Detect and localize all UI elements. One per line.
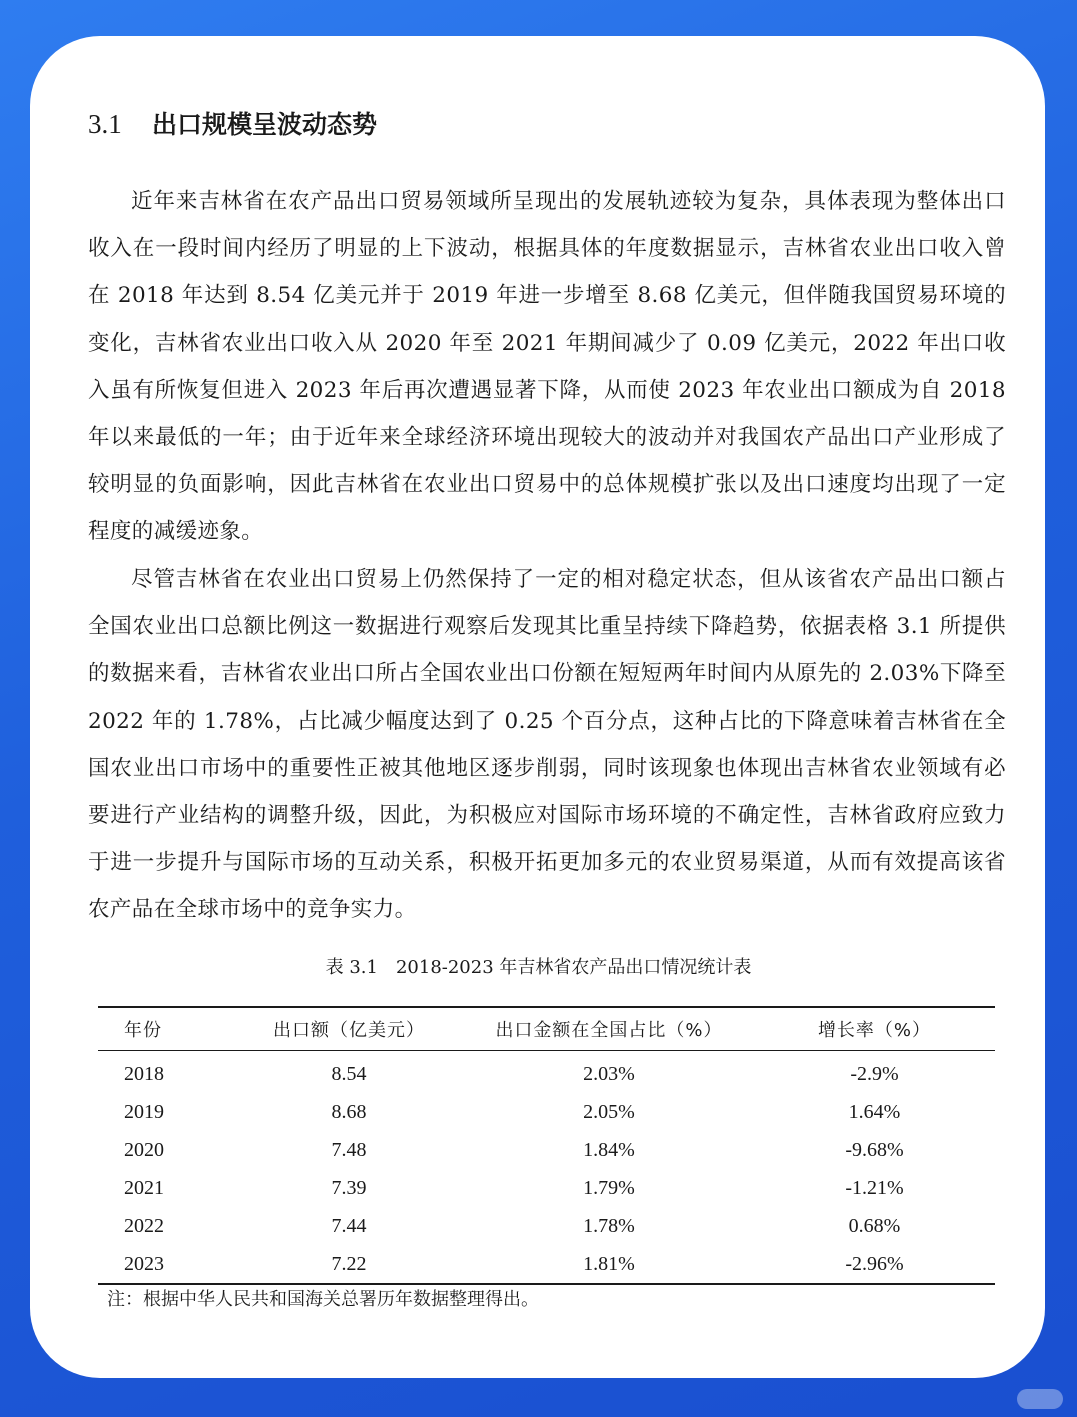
cell-national-share: 1.78%: [583, 1214, 635, 1237]
paragraph-1: 近年来吉林省在农产品出口贸易领域所呈现出的发展轨迹较为复杂，具体表现为整体出口收入在一段时间内经历了明显的上下波动，根据具体的年度数据显示，吉林省农业出口收入曾在 2018 年达到 8.54 亿美元并于 2019 年进一步增至 8.68 亿美元，但伴随我国贸易环境的变化，吉林省农业出口收入从 2020 年至 2021 年期间减少了 0.09 亿美元，2022 年出口收入虽有所恢复但进入 2023 年后再次遭遇显著下降，从而使 2023 年农业出口额成为自 2018 年以来最低的一年；由于近年来全球经济环境出现较大的波动并对我国农产品出口产业形成了较明显的负面影响，因此吉林省在农业出口贸易中的总体规模扩张以及出口速度均出现了一定程度的减缓迹象。: [88, 189, 1006, 545]
cell-export-amount: 7.48: [331, 1138, 367, 1161]
header-export-amount: 出口额（亿美元）: [273, 1020, 425, 1041]
cell-growth-rate: 1.64%: [848, 1100, 901, 1123]
cell-growth-rate: -2.9%: [850, 1062, 899, 1085]
cell-year: 2023: [124, 1252, 164, 1275]
export-stats-table: [98, 1006, 995, 1285]
cell-export-amount: 7.39: [331, 1176, 367, 1199]
table-row: [98, 1131, 995, 1169]
cell-growth-rate: -1.21%: [845, 1176, 904, 1199]
table-row: [98, 1093, 995, 1131]
section-heading: [88, 104, 377, 145]
cell-export-amount: 7.22: [331, 1252, 367, 1275]
table-header-row: [98, 1007, 995, 1051]
cell-year: 2018: [124, 1062, 164, 1085]
cell-growth-rate: -9.68%: [845, 1138, 904, 1161]
cell-year: 2022: [124, 1214, 164, 1237]
section-number: 3.1: [88, 109, 122, 139]
table-row: [98, 1169, 995, 1207]
paragraph-2: 尽管吉林省在农业出口贸易上仍然保持了一定的相对稳定状态，但从该省农产品出口额占全国农业出口总额比例这一数据进行观察后发现其比重呈持续下降趋势，依据表格 3.1 所提供的数据来看，吉林省农业出口所占全国农业出口份额在短短两年时间内从原先的 2.03%下降至 2022 年的 1.78%，占比减少幅度达到了 0.25 个百分点，这种占比的下降意味着吉林省在全国农业出口市场中的重要性正被其他地区逐步削弱，同时该现象也体现出吉林省农业领域有必要进行产业结构的调整升级，因此，为积极应对国际市场环境的不确定性，吉林省政府应致力于进一步提升与国际市场的互动关系，积极开拓更加多元的农业贸易渠道，从而有效提高该省农产品在全球市场中的竞争实力。: [88, 567, 1006, 923]
cell-year: 2019: [124, 1100, 164, 1123]
cell-national-share: 2.05%: [583, 1100, 635, 1123]
header-year: 年份: [124, 1020, 162, 1041]
table-note: 注：根据中华人民共和国海关总署历年数据整理得出。: [107, 1289, 539, 1310]
header-national-share: 出口金额在全国占比（%）: [495, 1020, 723, 1041]
table-caption: 表 3.1 2018-2023 年吉林省农产品出口情况统计表: [325, 957, 752, 978]
table-row: [98, 1245, 995, 1284]
cell-growth-rate: 0.68%: [848, 1214, 901, 1237]
watermark-badge: [1017, 1389, 1063, 1409]
cell-export-amount: 8.68: [331, 1100, 367, 1123]
cell-export-amount: 7.44: [331, 1214, 367, 1237]
cell-national-share: 1.81%: [583, 1252, 635, 1275]
cell-national-share: 1.84%: [583, 1138, 635, 1161]
section-title: 出口规模呈波动态势: [152, 110, 378, 139]
cell-national-share: 1.79%: [583, 1176, 635, 1199]
table-row: [98, 1051, 995, 1094]
cell-year: 2021: [124, 1176, 164, 1199]
cell-export-amount: 8.54: [331, 1062, 367, 1085]
table-row: [98, 1207, 995, 1245]
cell-year: 2020: [124, 1138, 164, 1161]
cell-growth-rate: -2.96%: [845, 1252, 904, 1275]
header-growth-rate: 增长率（%）: [817, 1020, 932, 1041]
cell-national-share: 2.03%: [583, 1062, 635, 1085]
